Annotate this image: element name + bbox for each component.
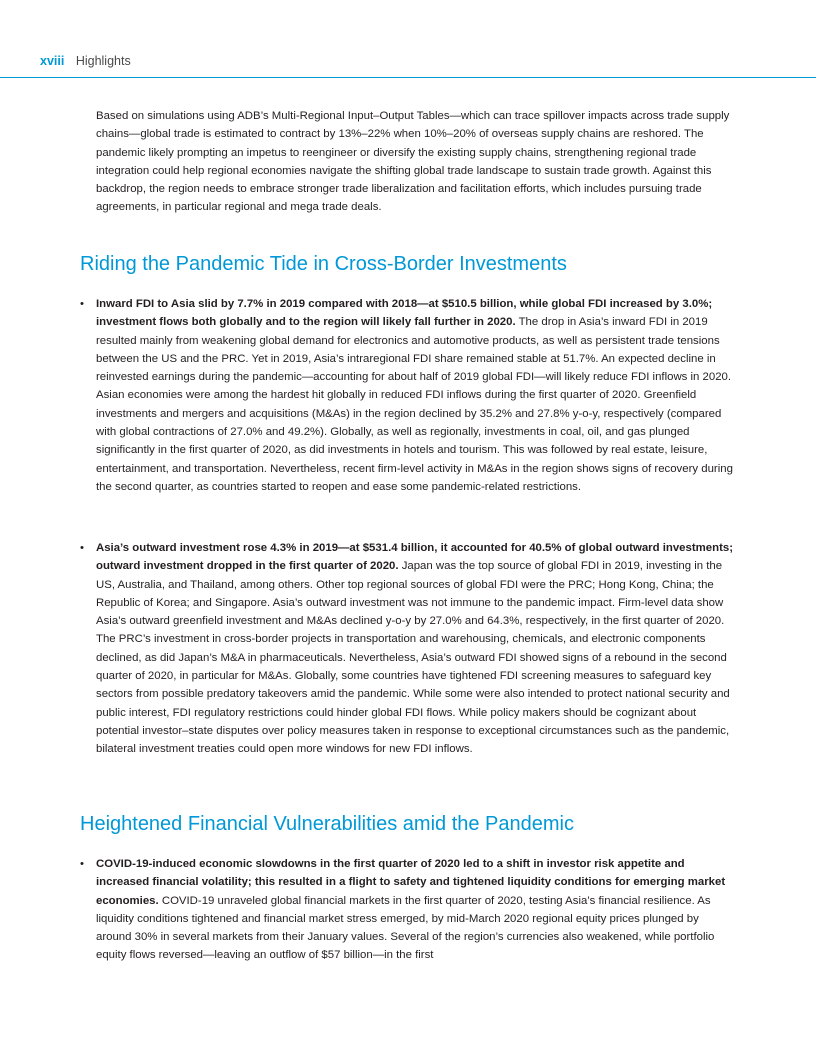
bullet-body: COVID-19 unraveled global financial markets in the first quarter of 2020, testing Asia’s financial resilience. As liquidity conditions tightened and financial market stress emerged, by mid-March 2020 regional equity prices plunged by around 30% in several markets from their January values. Several of the region’s currencies also weakened, while portfolio equity flows reversed—leaving an outflow of $57 billion—in the first bbox=[96, 894, 715, 962]
bullet-item-outward-investment bbox=[80, 539, 736, 759]
bullet-lead: Inward FDI to Asia slid by 7.7% in 2019 compared with 2018—at $510.5 billion, while global FDI increased by 3.0%; investment flows both globally and to the region will likely fall further in 2020. bbox=[96, 298, 713, 329]
intro-block bbox=[96, 107, 736, 217]
bullet-body: The drop in Asia’s inward FDI in 2019 resulted mainly from weakening global demand for electronics and automotive products, as well as persistent trade tensions between the US and the PRC. Yet in 2019, Asia’s intraregional FDI share remained stable at 51.7%. An expected decline in reinvested earnings during the pandemic—accounting for about half of 2019 global FDI—will likely reduce FDI inflows in 2020. Asian economies were among the hardest hit globally in reduced FDI inflows during the first quarter of 2020. Greenfield investments and mergers and acquisitions (M&As) in the region declined by 35.2% and 27.8% y-o-y, respectively (compared with global contractions of 27.0% and 49.2%). Globally, as well as regionally, investments in coal, oil, and gas plunged significantly in the first quarter of 2020, as did investments in hotels and tourism. This was followed by real estate, leisure, entertainment, and transportation. Nevertheless, recent firm-level activity in M&As in the region shows signs of recovery during the second quarter, as countries started to reopen and ease some pandemic-related restrictions. bbox=[96, 316, 733, 493]
bullet-body: Japan was the top source of global FDI in 2019, investing in the US, Australia, and Thailand, among others. Other top regional sources of global FDI were the PRC; Hong Kong, China; the Republic of Korea; and Singapore. Asia’s outward investment was not immune to the pandemic impact. Firm-level data show Asia’s outward greenfield investment and M&As declined y-o-y by 27.0% and 64.3%, respectively, in the first quarter of 2020. The PRC’s investment in cross-border projects in transportation and warehousing, chemicals, and electronic components declined, as did Japan’s M&A in pharmaceuticals. Nevertheless, Asia’s outward FDI showed signs of a rebound in the second quarter of 2020, in particular for M&As. Globally, some countries have tightened FDI screening measures to safeguard key sectors from possible predatory takeovers amid the pandemic. While some were also intended to protect national security and public interest, FDI regulatory restrictions could hinder global FDI flows. While policy makers should be cognizant about potential investor–state disputes over policy measures taken in response to exceptional circumstances such as the pandemic, bilateral investment treaties could open more windows for new FDI inflows. bbox=[96, 560, 730, 756]
running-head: Highlights bbox=[75, 54, 131, 68]
investments-bullet-list-2 bbox=[80, 539, 736, 759]
investments-bullet-list bbox=[80, 295, 736, 496]
bullet-item-inward-fdi bbox=[80, 295, 736, 496]
section-heading-financial: Heightened Financial Vulnerabilities amid the Pandemic bbox=[80, 813, 574, 835]
financial-bullet-list bbox=[80, 855, 736, 965]
intro-paragraph: Based on simulations using ADB’s Multi-Regional Input–Output Tables—which can trace spillover impacts across trade supply chains—global trade is estimated to contract by 13%–22% when 10%–20% of overseas supply chains are reshored. The pandemic likely prompting an impetus to reengineer or diversify the existing supply chains, strengthening regional trade integration could help regional economies navigate the shifting global trade landscape to sustain trade growth. Against this backdrop, the region needs to embrace stronger trade liberalization and facilitation efforts, which includes pursuing trade agreements, in particular regional and mega trade deals. bbox=[96, 110, 730, 214]
bullet-lead: Asia’s outward investment rose 4.3% in 2019—at $531.4 billion, it accounted for 40.5% of global outward investments; outward investment dropped in the first quarter of 2020. bbox=[96, 542, 733, 573]
page-header bbox=[40, 54, 131, 68]
page-number: xviii bbox=[40, 54, 65, 68]
bullet-lead: COVID-19-induced economic slowdowns in the first quarter of 2020 led to a shift in investor risk appetite and increased financial volatility; this resulted in a flight to safety and tightened liquidity conditions for emerging market economies. bbox=[96, 858, 726, 907]
header-rule bbox=[0, 77, 816, 78]
bullet-item-covid-slowdown bbox=[80, 855, 736, 965]
section-heading-investments: Riding the Pandemic Tide in Cross-Border Investments bbox=[80, 253, 567, 275]
